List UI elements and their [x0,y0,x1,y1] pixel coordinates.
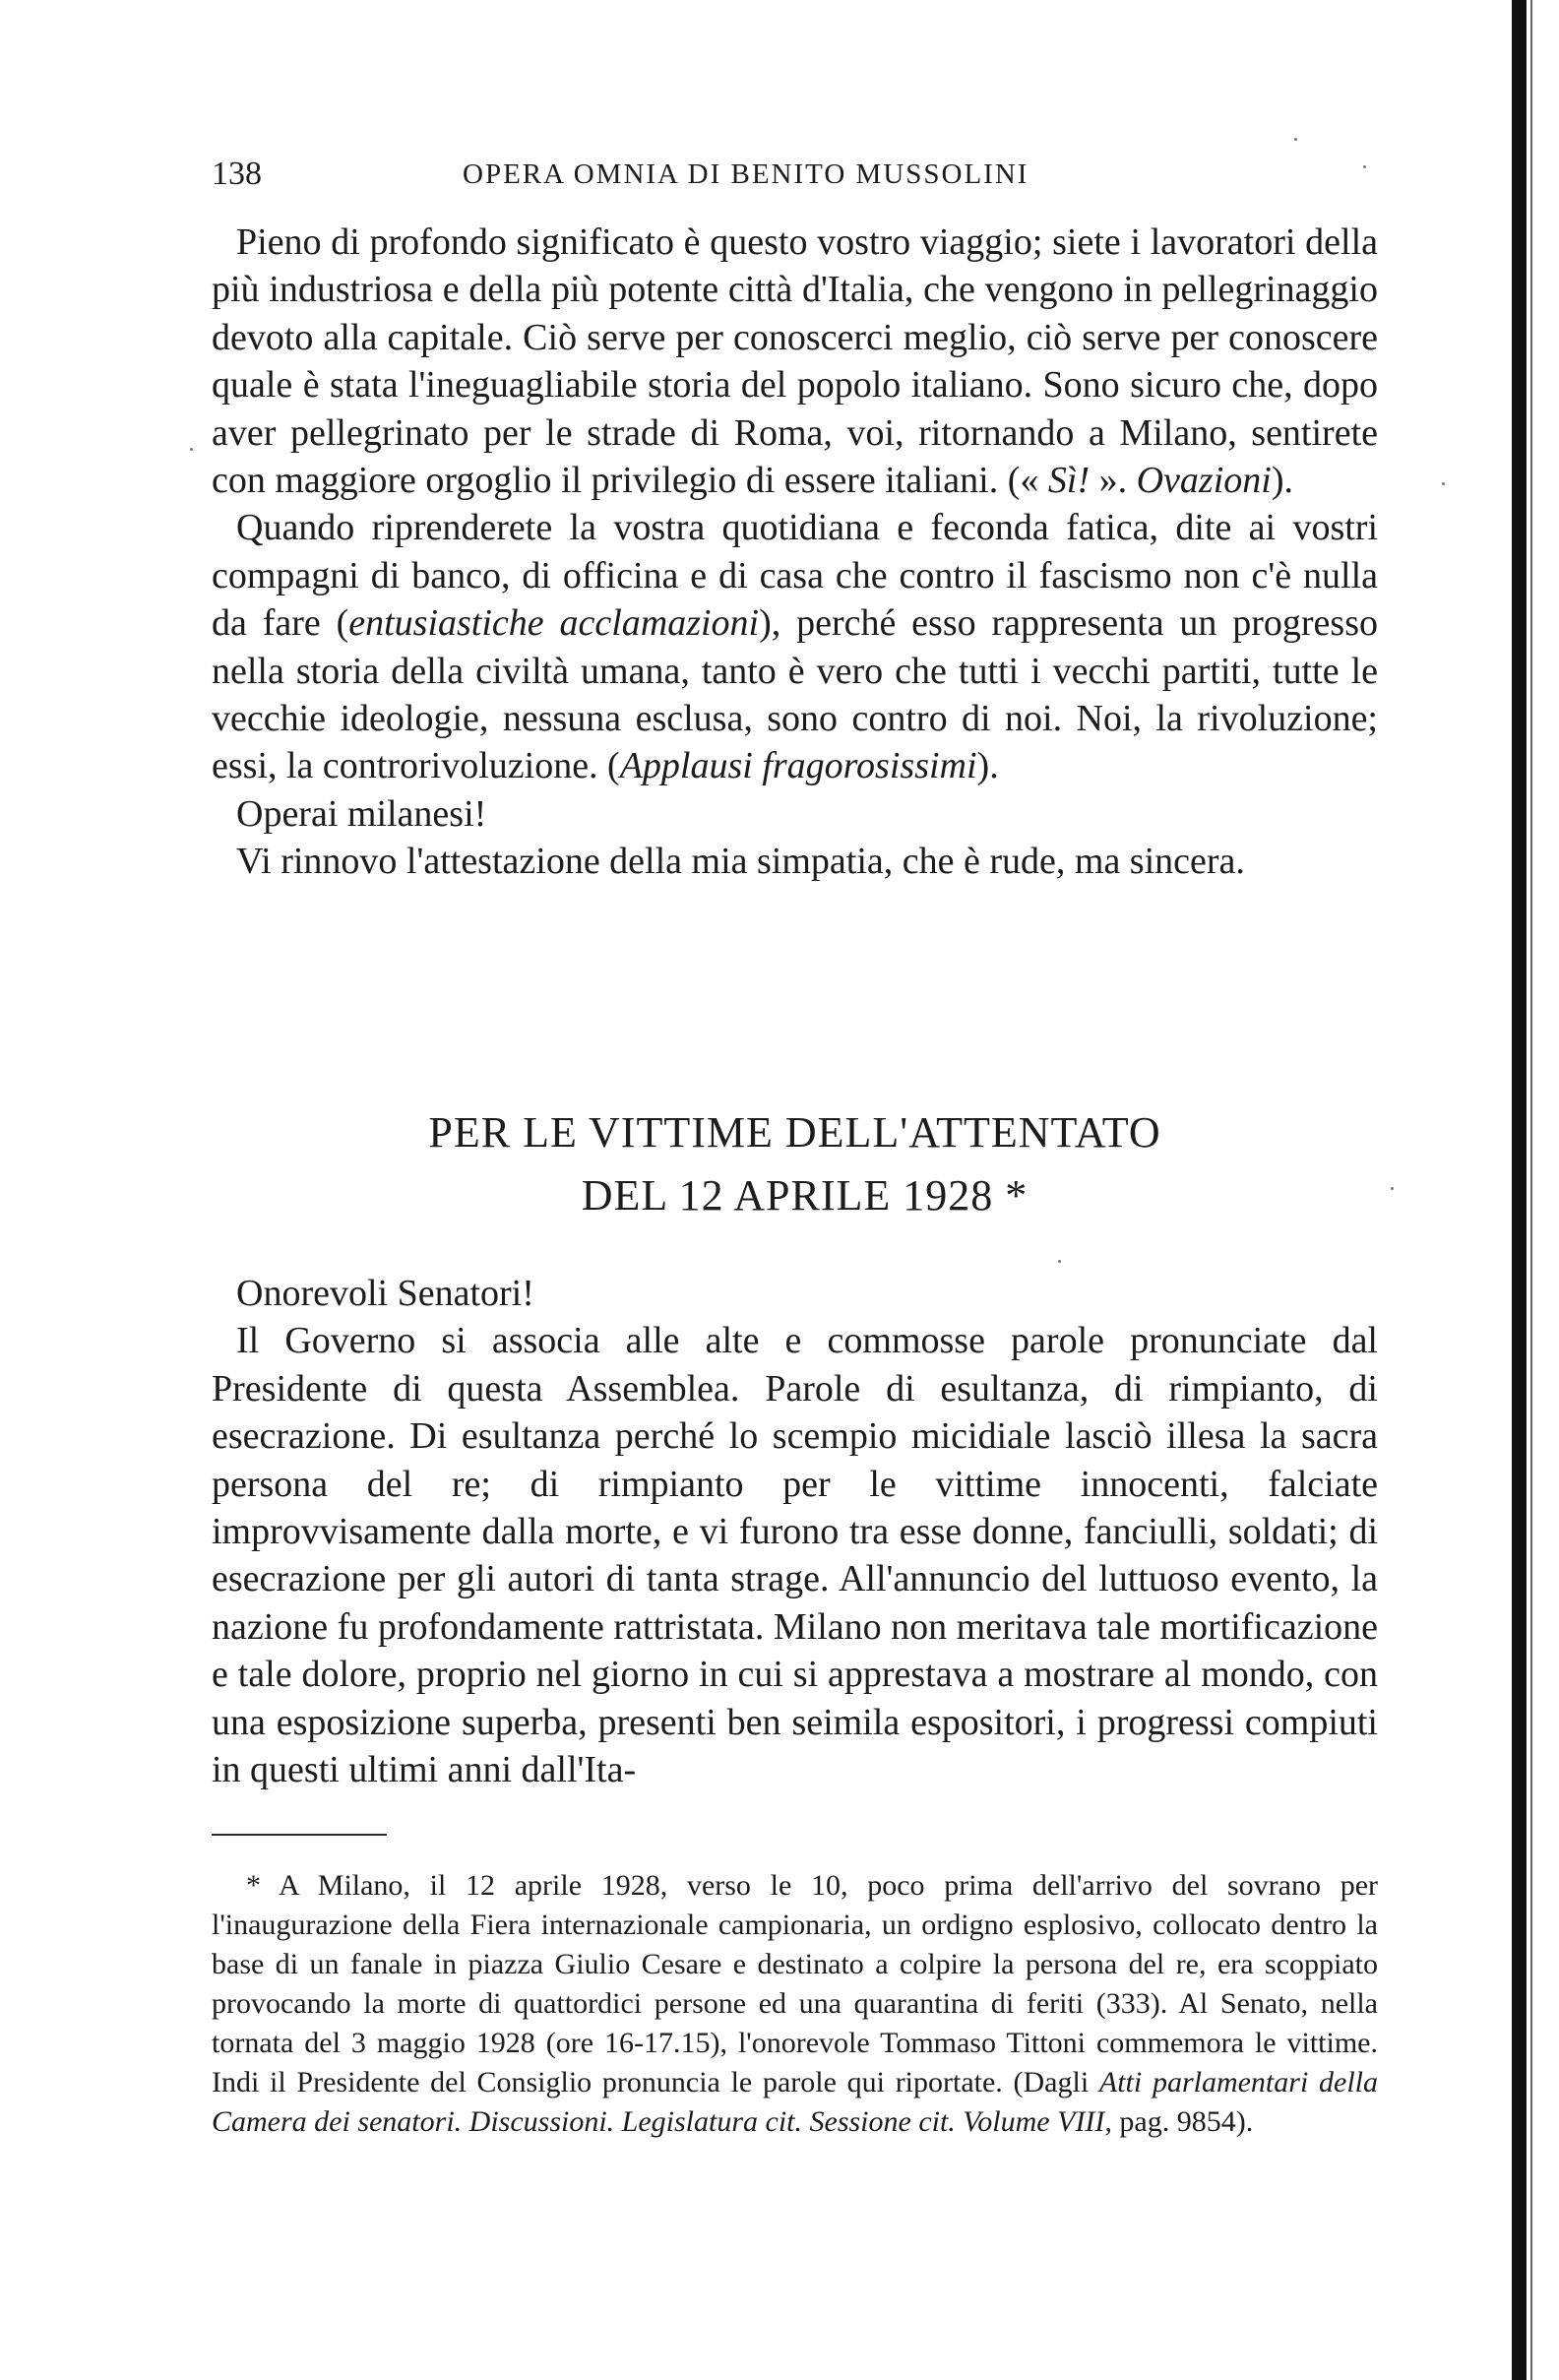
paragraph [212,504,1378,789]
paragraph: Operai milanesi! [236,792,487,835]
paragraph-text: Pieno di profondo significato è questo vostro viaggio; siete i lavoratori della più industriosa e della più potente città d'Italia, che vengono in pellegrinaggio devoto alla capitale. Ciò serve per conoscerci meglio, ciò serve per conoscere quale è stata l'ineguagliabile storia del popolo italiano. Sono sicuro che, dopo aver pellegrinato per le strade di Roma, voi, ritornando a Milano, sentirete con maggiore orgoglio il privilegio di essere italiani. [212,221,1378,502]
paragraph-text: Quando riprenderete la vostra quotidiana e feconda fatica, dite ai vostri compagni di banco, di officina e di casa che contro il fascismo non c'è nulla da fare ( [212,507,1378,645]
running-head-title: OPERA OMNIA DI BENITO MUSSOLINI [463,158,1029,190]
audience-shout: Sì! [1047,460,1091,502]
speech-continuation [212,219,1378,886]
paren-close: ). [1271,460,1293,502]
audience-reaction: Ovazioni [1136,460,1272,502]
page-edge-shadow [1512,0,1527,2380]
paragraph: Il Governo si associa alle alte e commosse parole pronunciate dal Presidente di questa Assemblea. Parole di esultanza, di rimpianto, di esecrazione. Di esultanza perché lo scempio micidiale lasciò illesa la sacra persona del re; di rimpianto per le vittime innocenti, falciate improvvisamente dalla morte, e vi furono tra esse donne, fanciulli, soldati; di esecrazione per gli autori di tanta strage. All'annuncio del luttuoso evento, la nazione fu profondamente rattristata. Milano non meritava tale mortificazione e tale dolore, proprio nel giorno in cui si apprestava a mostrare al mondo, con una esposizione superba, presenti ben seimila espositori, i progressi compiuti in questi ultimi anni dall'Ita- [212,1320,1378,1791]
paragraph-text: ), perché esso rappresenta un progresso nella storia della civiltà umana, tanto è vero che tutti i vecchi partiti, tutte le vecchie ideologie, nessuna esclusa, sono contro di noi. Noi, la rivoluzione; essi, la controrivoluzione. ( [212,602,1378,787]
senate-speech [212,1270,1378,1793]
ink-speck [1294,138,1297,141]
audience-reaction: entusiastiche acclamazioni [348,602,760,645]
section-title-date: DEL 12 APRILE 1928 * [581,1171,1029,1220]
footnote-text: * A Milano, il 12 aprile 1928, verso le 10, poco prima dell'arrivo del sovrano per l'inaugurazione della Fiera internazionale campionaria, un ordigno esplosivo, collocato dentro la base di un fanale in piazza Giulio Cesare e destinato a colpire la persona del re, era scoppiato provocando la morte di quattordici persone ed una quarantina di feriti (333). Al Senato, nella tornata del 3 maggio 1928 (ore 16-17.15), l'onorevole Tommaso Tittoni commemora le vittime. Indi il Presidente del Consiglio pronuncia le parole qui riportate. (Dagli [212,1869,1378,2098]
footnote-source: Atti parlamentari della Camera dei senatori. Discussioni. Legislatura cit. Sessione cit. Volume VIII, [212,2066,1378,2138]
running-header [212,153,1378,196]
footnote-paragraph [212,1866,1378,2142]
paren-close: ). [976,745,999,787]
ink-speck [190,448,193,451]
ink-speck [1391,1187,1394,1190]
footnote [212,1866,1378,2142]
quote-close: ». [1090,460,1128,502]
page-edge-line [1530,0,1532,2380]
quote-open: « [1020,460,1048,502]
audience-reaction: Applausi fragorosissimi [619,745,977,787]
ink-speck [1442,482,1445,485]
page-number: 138 [212,156,262,192]
salutation: Onorevoli Senatori! [236,1273,534,1314]
paragraph: Vi rinnovo l'attestazione della mia simpatia, che è rude, ma sincera. [236,841,1245,883]
paragraph [212,219,1378,504]
footnote-page-ref: pag. 9854). [1111,2105,1254,2138]
section-title: PER LE VITTIME DELL'ATTENTATO [428,1108,1161,1157]
footnote-divider [212,1834,387,1836]
paren-open: ( [998,460,1021,502]
ink-speck [1058,1260,1061,1263]
